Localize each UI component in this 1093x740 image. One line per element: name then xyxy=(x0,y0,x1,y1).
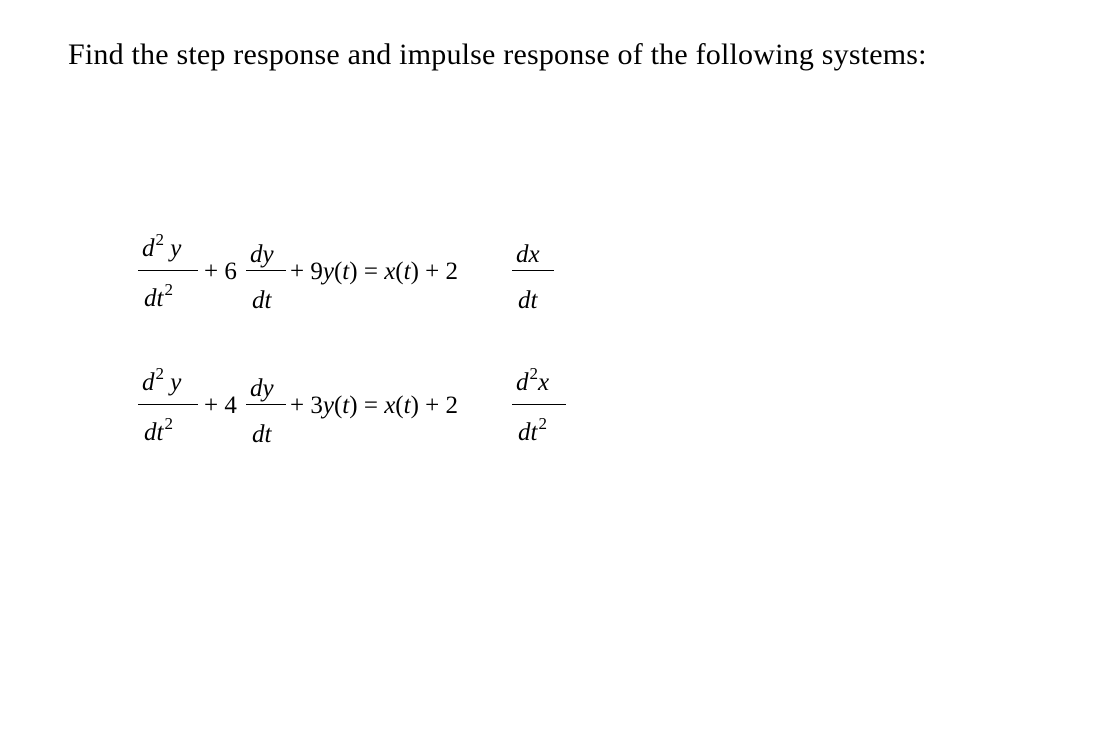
eq1-lhs-denominator: $dt^2$ xyxy=(144,280,173,312)
eq1-rhs-denominator: dt xyxy=(518,287,538,314)
equation-2 xyxy=(138,362,618,452)
equation-1 xyxy=(138,228,618,318)
eq2-lhs-numerator: $d^2$ y xyxy=(142,364,182,396)
eq1-coefficient: + 6 xyxy=(204,258,237,285)
eq2-lhs-denominator: $dt^2$ xyxy=(144,414,173,446)
eq2-coefficient: + 4 xyxy=(204,392,237,419)
eq1-lhs-fraction-bar xyxy=(138,270,198,271)
eq2-derivative-fraction-bar xyxy=(246,404,286,405)
eq1-lhs-numerator: $d^2$ y xyxy=(142,230,182,262)
eq2-middle-terms: + 3y(t) = x(t) + 2 xyxy=(290,392,459,419)
eq2-rhs-denominator: $dt^2$ xyxy=(518,414,547,446)
eq2-derivative-numerator: dy xyxy=(250,375,274,402)
eq2-rhs-numerator: $d^2x$ xyxy=(516,364,550,396)
eq1-middle-terms: + 9y(t) = x(t) + 2 xyxy=(290,258,459,285)
eq2-lhs-fraction-bar xyxy=(138,404,198,405)
eq2-derivative-denominator: dt xyxy=(252,421,272,448)
eq1-derivative-numerator: dy xyxy=(250,241,274,268)
eq1-derivative-denominator: dt xyxy=(252,287,272,314)
problem-prompt: Find the step response and impulse response of the following systems: xyxy=(68,38,927,71)
eq2-rhs-fraction-bar xyxy=(512,404,566,405)
eq1-derivative-fraction-bar xyxy=(246,270,286,271)
eq1-rhs-fraction-bar xyxy=(512,270,554,271)
eq1-rhs-numerator: dx xyxy=(516,241,540,268)
